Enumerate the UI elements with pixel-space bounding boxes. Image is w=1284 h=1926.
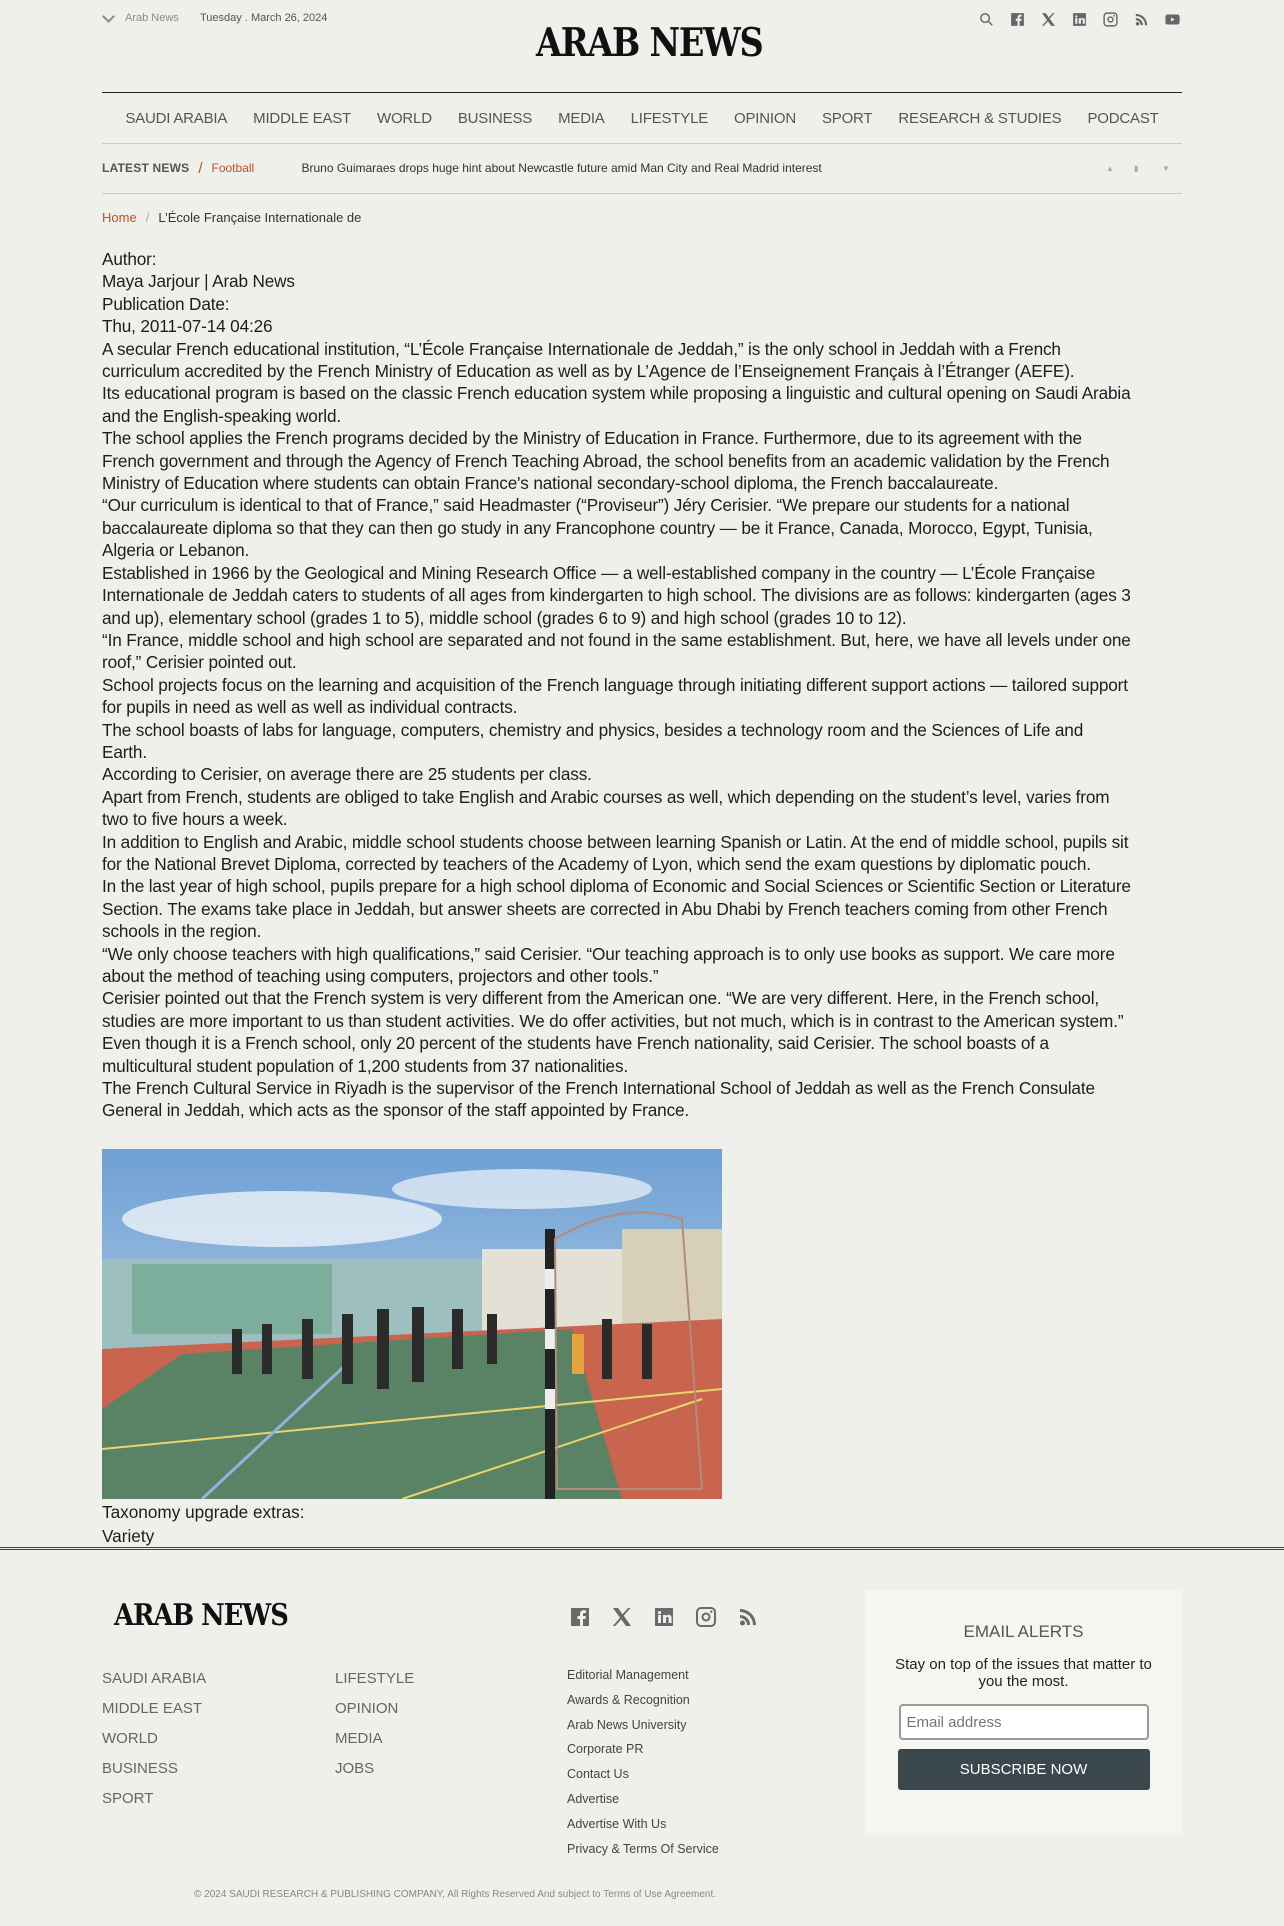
facebook-icon[interactable] [1008, 10, 1027, 29]
article-paragraph: According to Cerisier, on average there are 25 students per class. [102, 764, 592, 785]
footer-social-icons [567, 1604, 761, 1630]
top-bar [102, 0, 1182, 90]
email-alerts-description: Stay on top of the issues that matter to you the most. [895, 1656, 1152, 1690]
site-logo[interactable]: ARAB NEWS [536, 20, 763, 66]
article-photo [102, 1149, 722, 1499]
youtube-icon[interactable] [1163, 10, 1182, 29]
nav-item-middle-east[interactable]: MIDDLE EAST [253, 109, 351, 127]
article-paragraph: Its educational program is based on the classic French education system while proposing a linguistic and cultural opening on Saudi Arabia and the English-speaking world. [102, 383, 1131, 426]
breadcrumb-separator: / [145, 210, 150, 225]
nav-item-business[interactable]: BUSINESS [457, 109, 533, 127]
chevron-down-icon [102, 10, 115, 23]
article-paragraph: In addition to English and Arabic, middle school students choose between learning Spanish or Latin. At the end of middle school, pupils sit for the National Brevet Diploma, corrected by teachers of the Academy of Lyon, which send the exam questions by diplomatic pouch. [102, 831, 1129, 874]
footer-link[interactable]: MIDDLE EAST [102, 1700, 203, 1717]
nav-item-world[interactable]: WORLD [377, 109, 432, 127]
footer-section-links-1 [102, 1670, 206, 1820]
footer-link[interactable]: Privacy & Terms Of Service [567, 1841, 719, 1856]
footer-link[interactable]: SPORT [102, 1790, 154, 1807]
nav-item-research-studies[interactable]: RESEARCH & STUDIES [898, 109, 1062, 127]
footer-link[interactable]: SAUDI ARABIA [102, 1670, 207, 1687]
footer-link[interactable]: LIFESTYLE [335, 1670, 415, 1687]
latest-news-headline[interactable]: Bruno Guimaraes drops huge hint about Newcastle future amid Man City and Real Madrid interest [301, 161, 822, 175]
article-paragraph: Established in 1966 by the Geological and Mining Research Office — a well-established company in the country — L’École Française Internationale de Jeddah caters to students of all ages from kindergarten to high school. The divisions are as follows: kindergarten (ages 3 and up), elementary school (grades 1 to 5), middle school (grades 6 to 9) and high school (grades 10 to 12). [102, 562, 1131, 628]
publication-date-label: Publication Date: [102, 293, 230, 314]
breadcrumb-home[interactable]: Home [102, 210, 137, 225]
article-paragraph: The school boasts of labs for language, computers, chemistry and physics, besides a technology room and the Sciences of Life and Earth. [102, 719, 1084, 762]
latest-news-ticker [102, 143, 1182, 194]
facebook-icon[interactable] [567, 1604, 593, 1630]
slash-divider: / [198, 159, 203, 177]
rss-icon[interactable] [735, 1604, 761, 1630]
email-alerts-title: EMAIL ALERTS [963, 1622, 1084, 1641]
article-paragraph: The French Cultural Service in Riyadh is the supervisor of the French International School of Jeddah as well as the French Consulate General in Jeddah, which acts as the sponsor of the staff appointed by France. [102, 1078, 1095, 1121]
edition-selector[interactable] [102, 12, 179, 24]
ticker-prev-icon[interactable]: ▲ [1106, 164, 1114, 173]
footer-link[interactable]: Editorial Management [567, 1668, 689, 1682]
edition-label: Arab News [125, 12, 179, 24]
ticker-next-icon[interactable]: ▼ [1162, 164, 1170, 173]
instagram-icon[interactable] [693, 1604, 719, 1630]
rss-icon[interactable] [1132, 10, 1151, 29]
footer-link[interactable]: Arab News University [567, 1717, 687, 1732]
article-paragraph: School projects focus on the learning and acquisition of the French language through initiating different support actions — tailored support for pupils in need as well as well as individual contracts. [102, 674, 1128, 718]
footer-link[interactable]: Awards & Recognition [567, 1692, 690, 1707]
nav-item-media[interactable]: MEDIA [558, 109, 605, 127]
search-icon[interactable] [977, 10, 996, 29]
footer-divider [0, 1547, 1284, 1550]
footer-link[interactable]: Corporate PR [567, 1742, 644, 1757]
article-paragraph: “We only choose teachers with high qualifications,” said Cerisier. “Our teaching approach is to only use books as support. We care more about the method of teaching using computers, projectors and other tools.” [102, 943, 1115, 986]
footer-link[interactable]: Advertise With Us [567, 1816, 667, 1831]
nav-item-saudi-arabia[interactable]: SAUDI ARABIA [125, 109, 228, 127]
breadcrumb-current: L’École Française Internationale de [158, 210, 362, 225]
instagram-icon[interactable] [1101, 10, 1120, 29]
footer-link[interactable]: Advertise [567, 1791, 620, 1806]
nav-item-podcast[interactable]: PODCAST [1087, 109, 1159, 127]
footer-link[interactable]: MEDIA [335, 1730, 383, 1747]
article-paragraph: The school applies the French programs decided by the Ministry of Education in France. Furthermore, due to its agreement with the French government and through the Agency of French Teaching Abroad, the school benefits from an academic validation by the French Ministry of Education where students can obtain France's national secondary-school diploma, the French baccalaureate. [102, 428, 1110, 494]
ticker-pause-icon[interactable]: ▮ [1134, 164, 1139, 173]
author-label: Author: [102, 249, 157, 269]
footer-link[interactable]: WORLD [102, 1730, 158, 1747]
taxonomy-value[interactable]: Variety [102, 1526, 155, 1546]
footer-link[interactable]: Contact Us [567, 1767, 629, 1782]
article-paragraph: A secular French educational institution, “L’École Française Internationale de Jeddah,” is the only school in Jeddah with a French curriculum accredited by the French Ministry of Education as well as by L’Agence de l’Enseignement Français à l’Étranger (AEFE). [102, 338, 1075, 382]
main-nav [102, 92, 1182, 144]
email-input[interactable] [899, 1704, 1149, 1740]
article-paragraph: Apart from French, students are obliged to take English and Arabic courses as well, which depending on the student’s level, varies from two to five hours a week. [102, 786, 1110, 830]
nav-item-lifestyle[interactable]: LIFESTYLE [630, 109, 709, 127]
article-paragraph: “Our curriculum is identical to that of France,” said Headmaster (“Proviseur”) Jéry Cerisier. “We prepare our students for a national baccalaureate diploma so that they can then go study in any Francophone country — be it France, Canada, Morocco, Egypt, Tunisia, Algeria or Lebanon. [102, 495, 1093, 561]
email-alerts-box [865, 1590, 1182, 1835]
footer-link[interactable]: JOBS [335, 1760, 375, 1777]
article-paragraph: In the last year of high school, pupils prepare for a high school diploma of Economic and Social Sciences or Scientific Section or Literature Section. The exams take place in Jeddah, but answer sheets are corrected in Abu Dhabi by French teachers coming from other French schools in the region. [102, 876, 1131, 942]
footer-section-links-2 [335, 1670, 414, 1790]
footer-link[interactable]: BUSINESS [102, 1760, 178, 1777]
article-body [102, 248, 1132, 1122]
taxonomy-label: Taxonomy upgrade extras: [102, 1502, 305, 1522]
x-icon[interactable] [1039, 10, 1058, 29]
publication-date: Thu, 2011-07-14 04:26 [102, 316, 273, 337]
breadcrumb [102, 210, 1182, 225]
copyright: © 2024 SAUDI RESEARCH & PUBLISHING COMPANY, All Rights Reserved And subject to Terms of Use Agreement. [194, 1889, 717, 1900]
linkedin-icon[interactable] [651, 1604, 677, 1630]
linkedin-icon[interactable] [1070, 10, 1089, 29]
latest-news-category[interactable]: Football [211, 161, 255, 175]
footer-link[interactable]: OPINION [335, 1700, 399, 1717]
author-name: Maya Jarjour | Arab News [102, 271, 295, 292]
article-paragraph: Cerisier pointed out that the French system is very different from the American one. “We are very different. Here, in the French school, studies are more important to us than student activities. We do offer activities, but not much, which is in contrast to the American system.” [102, 988, 1124, 1031]
x-icon[interactable] [609, 1604, 635, 1630]
footer-logo[interactable]: ARAB NEWS [114, 1598, 288, 1633]
footer-corporate-links [567, 1668, 719, 1866]
taxonomy [102, 1500, 1182, 1548]
current-date: Tuesday . March 26, 2024 [200, 12, 328, 24]
nav-item-opinion[interactable]: OPINION [734, 109, 796, 127]
subscribe-button[interactable]: SUBSCRIBE NOW [898, 1749, 1150, 1790]
article-paragraph: “In France, middle school and high school are separated and not found in the same establishment. But, here, we have all levels under one roof,” Cerisier pointed out. [102, 629, 1131, 673]
nav-item-sport[interactable]: SPORT [821, 109, 873, 127]
latest-news-label: LATEST NEWS [102, 161, 190, 175]
article-paragraph: Even though it is a French school, only 20 percent of the students have French nationality, said Cerisier. The school boasts of a multicultural student population of 1,200 students from 37 nationalities. [102, 1033, 1049, 1076]
